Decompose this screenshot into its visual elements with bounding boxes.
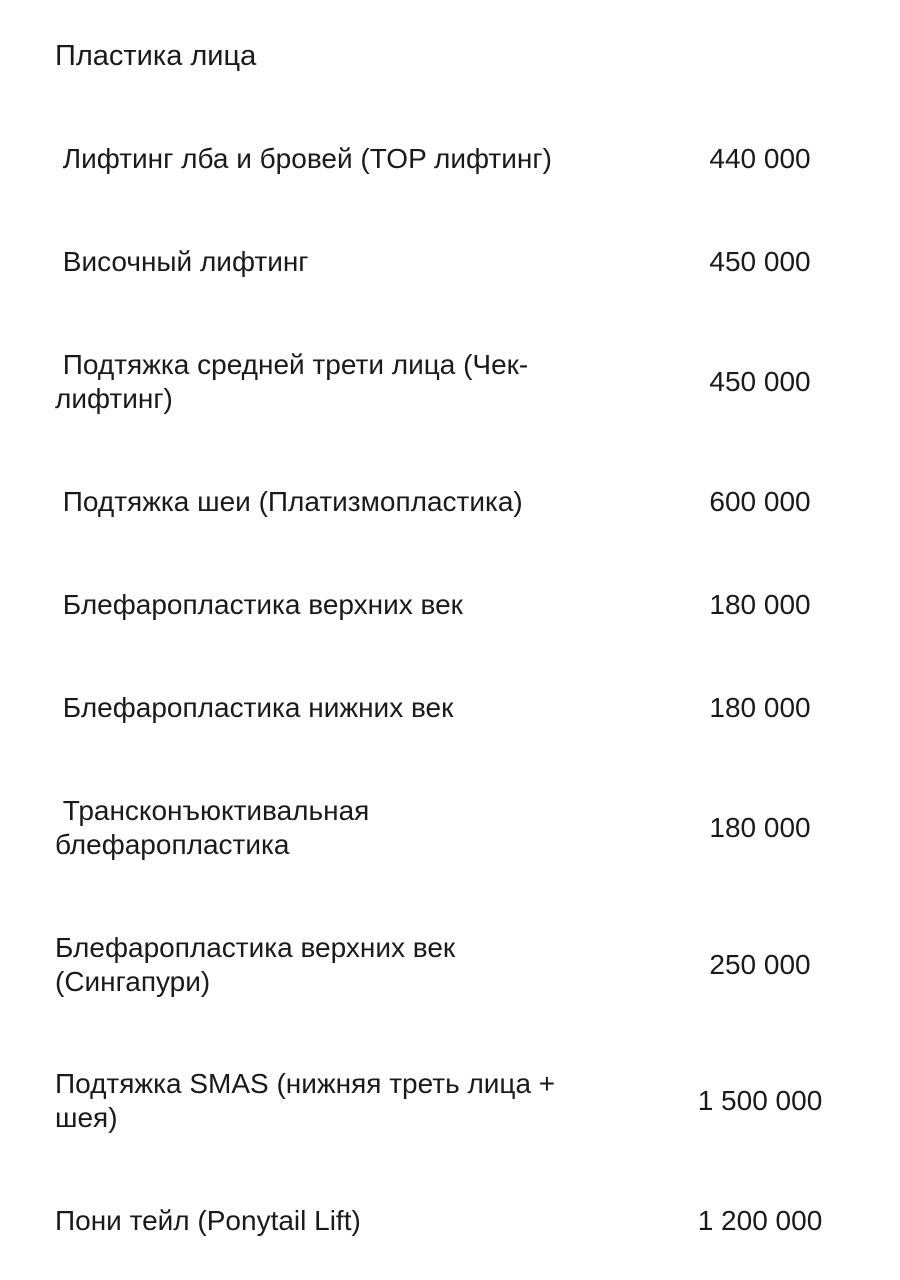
- service-price: 180 000: [709, 812, 811, 843]
- service-price: 440 000: [709, 143, 811, 174]
- service-name: Блефаропластика нижних век: [55, 692, 454, 723]
- service-price: 450 000: [709, 366, 811, 397]
- service-price: 1 200 000: [697, 1205, 823, 1236]
- service-name: Подтяжка средней трети лица (Чек- лифтинг): [55, 349, 529, 414]
- service-name: Лифтинг лба и бровей (TOP лифтинг): [55, 143, 552, 174]
- service-price: 180 000: [709, 589, 811, 620]
- service-price: 180 000: [709, 692, 811, 723]
- service-name: Подтяжка шеи (Платизмопластика): [55, 486, 523, 517]
- service-name: Блефаропластика верхних век (Сингапури): [55, 932, 456, 997]
- service-name: Блефаропластика верхних век: [55, 589, 463, 620]
- service-price: 450 000: [709, 246, 811, 277]
- service-price: 250 000: [709, 949, 811, 980]
- service-name: Височный лифтинг: [55, 246, 309, 277]
- service-name: Пони тейл (Ponytail Lift): [55, 1205, 361, 1236]
- service-price: 1 500 000: [697, 1085, 823, 1116]
- section-title: Пластика лица: [55, 40, 257, 72]
- service-name: Трансконъюктивальная блефаропластика: [55, 795, 370, 860]
- service-name: Подтяжка SMAS (нижняя треть лица + шея): [55, 1068, 556, 1133]
- service-price: 600 000: [709, 486, 811, 517]
